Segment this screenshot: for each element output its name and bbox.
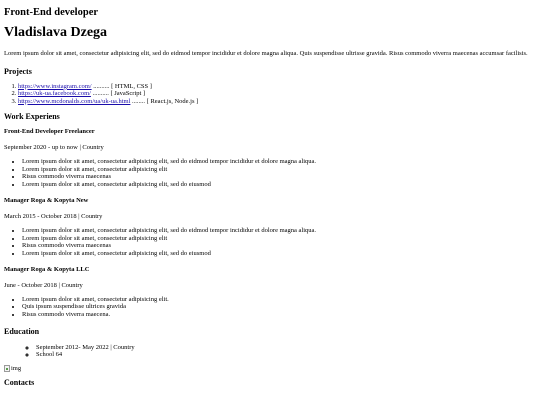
- project-link-mcdonalds[interactable]: https://www.mcdonalds.com/ua/uk-ua.html: [18, 97, 131, 105]
- duty-item: • Lorem ipsum dolor sit amet, consectetur adipisicing elit, sed do eiusmod: [22, 250, 536, 257]
- job-duties-list: [4, 158, 536, 188]
- duty-item: • Risus commodo viverra maecenas: [22, 242, 536, 249]
- education-item: ◦ School 64: [36, 351, 536, 358]
- project-tech: ........ [ React.js, Node.js ]: [130, 97, 199, 105]
- job-period: March 2015 - October 2018 | Country: [4, 212, 103, 220]
- broken-image: [4, 365, 536, 372]
- project-item: [18, 83, 536, 90]
- job-entry: [4, 128, 536, 188]
- project-link-facebook[interactable]: https://uk-ua.facebook.com/: [18, 90, 91, 98]
- job-duties-list: [4, 296, 536, 318]
- project-item: [18, 90, 536, 97]
- duty-item: • Lorem ipsum dolor sit amet, consectetur adipisicing elit, sed do eidmod tempor incididur et dolore magna aliqua.: [22, 227, 536, 234]
- duty-item: • Quis ipsum suspendisse ultrices gravida: [22, 303, 536, 310]
- job-role: Manager Roga & Kopyta LLC: [4, 266, 90, 274]
- person-name: Vladislava Dzega: [4, 25, 108, 41]
- job-period: September 2020 - up to now | Country: [4, 143, 104, 151]
- duty-item: • Lorem ipsum dolor sit amet, consectetur adipisicing elit.: [22, 296, 536, 303]
- projects-heading: Projects: [4, 66, 32, 76]
- duty-item: • Risus commodo viverra maecenas: [22, 173, 536, 180]
- job-entry: [4, 197, 536, 257]
- broken-image-icon: [4, 365, 10, 372]
- job-role: Manager Roga & Kopyta New: [4, 197, 89, 205]
- project-tech: .......... [ HTML, CSS ]: [91, 82, 152, 90]
- job-entry: [4, 266, 536, 318]
- education-heading: Education: [4, 327, 40, 337]
- project-tech: .......... [ JavaScript ]: [90, 90, 146, 98]
- duty-item: • Lorem ipsum dolor sit amet, consectetur adipisicing elit, sed do eiusmod: [22, 181, 536, 188]
- image-alt-text: img: [11, 364, 22, 372]
- education-item: ◦ September 2012- May 2022 | Country: [36, 344, 536, 351]
- job-duties-list: [4, 227, 536, 257]
- work-experience-heading: Work Experiens: [4, 112, 60, 122]
- project-item: [18, 98, 536, 105]
- project-link-instagram[interactable]: https://www.instagram.com/: [18, 82, 92, 90]
- projects-list: [4, 83, 536, 105]
- duty-item: • Lorem ipsum dolor sit amet, consectetur adipisicing elit, sed do eidmod tempor incididur et dolore magna aliqua.: [22, 158, 536, 165]
- duty-item: • Lorem ipsum dolor sit amet, consectetur adipisicing elit: [22, 235, 536, 242]
- job-period: June - October 2018 | Country: [4, 281, 83, 289]
- duty-item: • Risus commodo viverra maecena.: [22, 311, 536, 318]
- duty-item: • Lorem ipsum dolor sit amet, consectetur adipisicing elit: [22, 166, 536, 173]
- contacts-heading: Contacts: [4, 377, 35, 387]
- intro-text: Lorem ipsum dolor sit amet, consectetur adipisicing elit, sed do eidmod tempor incididur et dolore magna aliqua. Quis suspendisse ultrisse gravida. Risus commodo viverra maecenas accumsar facilisis.: [4, 50, 528, 58]
- job-title: Front-End developer: [4, 7, 99, 18]
- job-role: Front-End Developer Freelancer: [4, 128, 95, 136]
- education-list: [4, 344, 536, 359]
